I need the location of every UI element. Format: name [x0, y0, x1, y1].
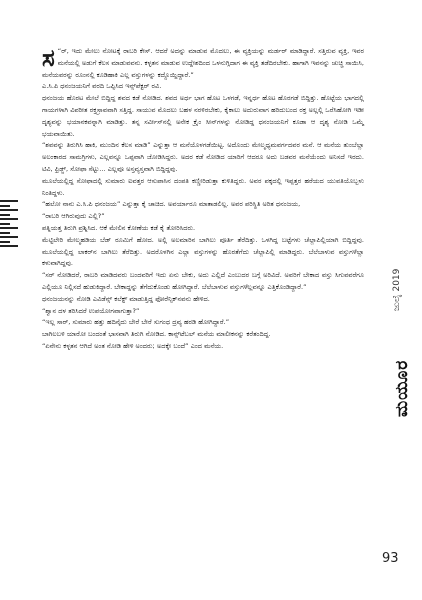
- article-paragraph: “ರಾಬರಿ ಆಗಿರುವುದು ಎಲ್ಲಿ?”: [42, 212, 105, 221]
- article-paragraph: ಧನಂಜಯನನ್ನು ನೋಡಿ ಎವಿಡೆನ್ಸ್ ಕಲೆಕ್ಟ್ ಮಾಡುತ್ತಿದ್ದ ಫೋರೆನ್ಸಿಕ್‌ನವನು ಹೇಳಿದ.: [42, 294, 210, 303]
- article-paragraph: “ಶ್ವಾನ ದಳ ತರಿಸಿದರೆ ಉಪಯೋಗವಾಗುತ್ತಾ?”: [42, 306, 140, 315]
- magazine-name-label: ಮಯೂರ: [392, 359, 412, 417]
- side-label-strip: [392, 210, 422, 566]
- article-body: [42, 46, 364, 353]
- article-paragraph: ಧನಂಜಯ ಹೊರಟ ಮೇಲೆ ಬಿದ್ದಿದ್ದ ಶವದ ಕಡೆ ನೋಡಿದ. ಶವದ ಅರ್ಧ ಭಾಗ ಹೊಟ ಒಳಗಡೆ, ಇನ್ನರ್ಧ ಹೊಟ ಹೊರಗಡೆ ಬಿದ್ದಿತ್ತು. ಹೊಟ್ಟೆಯ ಭಾಗದಲ್ಲಿ ಗಾಯಗಳಾಗಿ ವಿಪರೀತ ರಕ್ತಸ್ರಾವವಾಗಿ ಸತ್ತಿದ್ದ. ಸಾಯುವ ಮೊದಲು ಬಹಳ ನರಳಿರಬೇಕು, ಕೈಕಾಲು ಅದುರುವಾಗ ಹರಿದುಬಂದ ರಕ್ತ ಅಲ್ಲಲ್ಲಿ ಒರೆಸಿಹೋಗಿ ಇಡೀ ದೃಶ್ಯವನ್ನು ಭಯಾನಕವನ್ನಾಗಿ ಮಾಡಿತ್ತು. ತನ್ನ ಸರ್ವೀಸ್‌ನಲ್ಲಿ ಅನೇಕ ಕ್ರೈಂ ಸೀನ್‌ಗಳನ್ನು ನೋಡಿದ್ದ ಧನಂಜಯನಿಗೆ ಕೂಡಾ ಆ ದೃಶ್ಯ ನೋಡಿ ಒಮ್ಮೆ ಭಯವಾಯಿತು.: [42, 94, 364, 138]
- article-paragraph: ಬಾಗಿಲಬಳಿ ಯಾರೋ ಬಂದಂತೆ ಭಾಸವಾಗಿ ತಿರುಗಿ ನೋಡಿದ. ಕಾನ್ಸ್‌ಟೆಬಲ್ ಮನೆಯ ಮಾಲೀಕನನ್ನು ಕರೆತಂದಿದ್ದ.: [42, 330, 271, 339]
- page-number: 93: [382, 551, 399, 566]
- article-paragraph: “ಹಲೋ ನಾನು ಎ.ಸಿ.ಪಿ ಧನಂಜಯ” ಎನ್ನುತ್ತಾ ಕೈ ಚಾಚಿದ. ಅವರ್ಯಾರೂ ಮಾತಾಡಲಿಲ್ಲ. ಅವರ ಪರಿಸ್ಥಿತಿ ಅರಿತ ಧನಂಜಯ,: [42, 200, 301, 209]
- article-paragraph: ಮೆಟ್ಟಿಲೇರಿ ಮೇಲ್ಮಹಡಿಯ ಬೆಡ್ ರೂಮಿಗೆ ಹೋದ. ಅಲ್ಲಿ ಅಲಮಾರಿನ ಬಾಗಿಲು ಪೂರ್ತಿ ತೆರೆದಿತ್ತು. ಒಳಗಿದ್ದ ಬಟ್ಟೆಗಳು ಚೆಲ್ಲಾಪಿಲ್ಲಿಯಾಗಿ ಬಿದ್ದಿದ್ದವು. ಮೂಲೆಯಲ್ಲಿದ್ದ ಲಾಕರ್‌ನ ಬಾಗಿಲು ತೆರೆದಿತ್ತು. ಅದರೊಳಗಿನ ಎಲ್ಲಾ ವಸ್ತುಗಳನ್ನು ಹೊರತೆಗೆದು ಚೆಲ್ಲಾಪಿಲ್ಲಿ ಮಾಡಿದ್ದರು. ಬೆಲೆಬಾಳುವ ವಸ್ತುಗಳೆಲ್ಲಾ ಕಳುವಾಗಿದ್ದವು.: [42, 235, 364, 268]
- article-paragraph: ಎ.ಸಿ.ಪಿ ಧನಂಜಯನಿಗೆ ವರದಿ ಒಪ್ಪಿಸಿದ ಇನ್ಸ್‌ಪೆಕ್ಟರ್ ರವಿ.: [42, 82, 162, 91]
- printer-bleed-marks: [0, 200, 20, 252]
- article-paragraph: “ಶವವನ್ನು ತಿರುಗಿಸಿ ಹಾಕಿ, ಮುಂದಿನ ಕೆಲಸ ಮಾಡಿ” ಎನ್ನುತ್ತಾ ಆ ಮನೆಯೊಳಗಡೆಯಿಟ್ಟ. ಅದೊಂದು ಮೇಲ್ಮಧ್ಯಮವರ್ಗದವರ ಮನೆ. ಆ ಮನೆಯ ತುಂಬೆಲ್ಲಾ ಅಲಂಕಾರದ ಸಾಮಗ್ರಿಗಳು, ಎಲ್ಲವನ್ನೂ ಒಪ್ಪವಾಗಿ ಜೋಡಿಸಿದ್ದರು. ಅದರ ಕಡೆ ನೋಡಿದ ಯಾರಿಗೆ ಆದರೂ ಅದು ಬಡವರ ಮನೆಯೆಂದು ಅನಿಸದೆ ಇರದು. ಟಿವಿ, ಫ್ರಿಡ್ಜ್, ಸೋಫಾ ಸೆಟ್ಟು... ಎಲ್ಲವೂ ಅಸ್ತವ್ಯಸ್ತವಾಗಿ ಬಿದ್ದಿದ್ದವು.: [42, 141, 364, 173]
- article-paragraph: ಮೂಲೆಯಲ್ಲಿದ್ದ ಸೋಫಾದಲ್ಲಿ ಸುಮಾರು ಐವತ್ತರ ಆಸುಪಾಸಿನ ದಂಪತಿ ಕಣ್ಣೀರಿಡುತ್ತಾ ಕುಳಿತಿದ್ದರು. ಅವರ ಪಕ್ಕದಲ್ಲಿ ಇಪ್ಪತ್ತರ ಹರೆಯದ ಯುವತಿಯೊಬ್ಬಳು ನಿಂತಿದ್ದಳು.: [42, 176, 364, 197]
- article-paragraph: ಪತ್ನಿಯತ್ತ ತಿರುಗಿ ಪ್ರಶ್ನಿಸಿದ. ಆಕೆ ಮೇಲಿನ ಕೋಣೆಯ ಕಡೆ ಕೈ ತೋರಿಸಿದರು.: [42, 223, 196, 232]
- article-paragraph: “ಇಲ್ಲ ಸಾರ್, ಸುಮಾರು ಹತ್ತು ಹದಿನೈದು ಬೇರೆ ಬೇರೆ ಸುಗಂಧ ದ್ರವ್ಯ ಹರಡಿ ಹೋಗಿದ್ದಾರೆ.”: [42, 318, 230, 327]
- issue-date-label: ಜುಲೈ 2019: [392, 268, 402, 312]
- article-paragraph: “ಸರ್ ನೋಡಿದರೆ, ರಾಬರಿ ಮಾಡಿದವರು ಬಂದವರಿಗೆ ಇದು ಏನು ಬೇಕು, ಅದು ಎಲ್ಲಿದೆ ಎಂಬುದರ ಬಗ್ಗೆ ಅರಿವಿದೆ. ಅವರಿಗೆ ಬೇಕಾದ ವಸ್ತು ಸಿಗುವವರೆಗೂ ಎಲ್ಲಿಯೂ ನಿಲ್ಲಿಸದೆ ಹುಡುಕಿದ್ದಾರೆ. ಬೇಕಾದ್ದನ್ನು ತೆಗೆದುಕೊಂಡು ಹೋಗಿದ್ದಾರೆ. ಬೆಲೆಬಾಳುವ ವಸ್ತುಗಳೆಲ್ಲವನ್ನೂ ಎತ್ತಿಕೊಂಡಿದ್ದಾರೆ.”: [42, 271, 364, 291]
- drop-cap: ಸ: [42, 44, 55, 72]
- article-paragraph-opening: ಸ “ರ್, ಇದು ಮೇಲು ನೋಟಕ್ಕೆ ರಾಬರಿ ಕೇಸ್. ಆದರೆ ಅದನ್ನು ಮಾಡುವ ಮೊದಲು, ಈ ವ್ಯಕ್ತಿಯನ್ನು ಮರ್ಡರ್ ಮಾಡಿದ್ದಾರೆ. ಸತ್ತಿರುವ ವ್ಯಕ್ತಿ, ಇವರ ಮನೆಯಲ್ಲಿ ಅಡುಗೆ ಕೆಲಸ ಮಾಡುವವನು. ಕಳ್ಳತನ ಮಾಡುವ ಉದ್ದೇಶದಿಂದ ಒಳನುಗ್ಗಿದಾಗ ಈ ವ್ಯಕ್ತಿ ತಡೆದಿರಬೇಕು. ಹಾಗಾಗಿ ಇವನನ್ನು ಚುಚ್ಚಿ ಸಾಯಿಸಿ, ಮನೆಯವರನ್ನು ರೂಂನಲ್ಲಿ ಕೂಡಿಹಾಕಿ ಎಲ್ಲ ವಸ್ತುಗಳನ್ನು ಕದ್ದೊಯ್ದಿದ್ದಾರೆ.”: [42, 44, 364, 79]
- article-paragraph: “ಏನೇನು ಕಳ್ಳತನ ಆಗಿದೆ ಅಂತ ನೋಡಿ ಹೇಳಿ ಅಂದರು; ಅದಕ್ಕೇ ಬಂದೆ” ಎಂದ ಮನೆಯ.: [42, 341, 224, 350]
